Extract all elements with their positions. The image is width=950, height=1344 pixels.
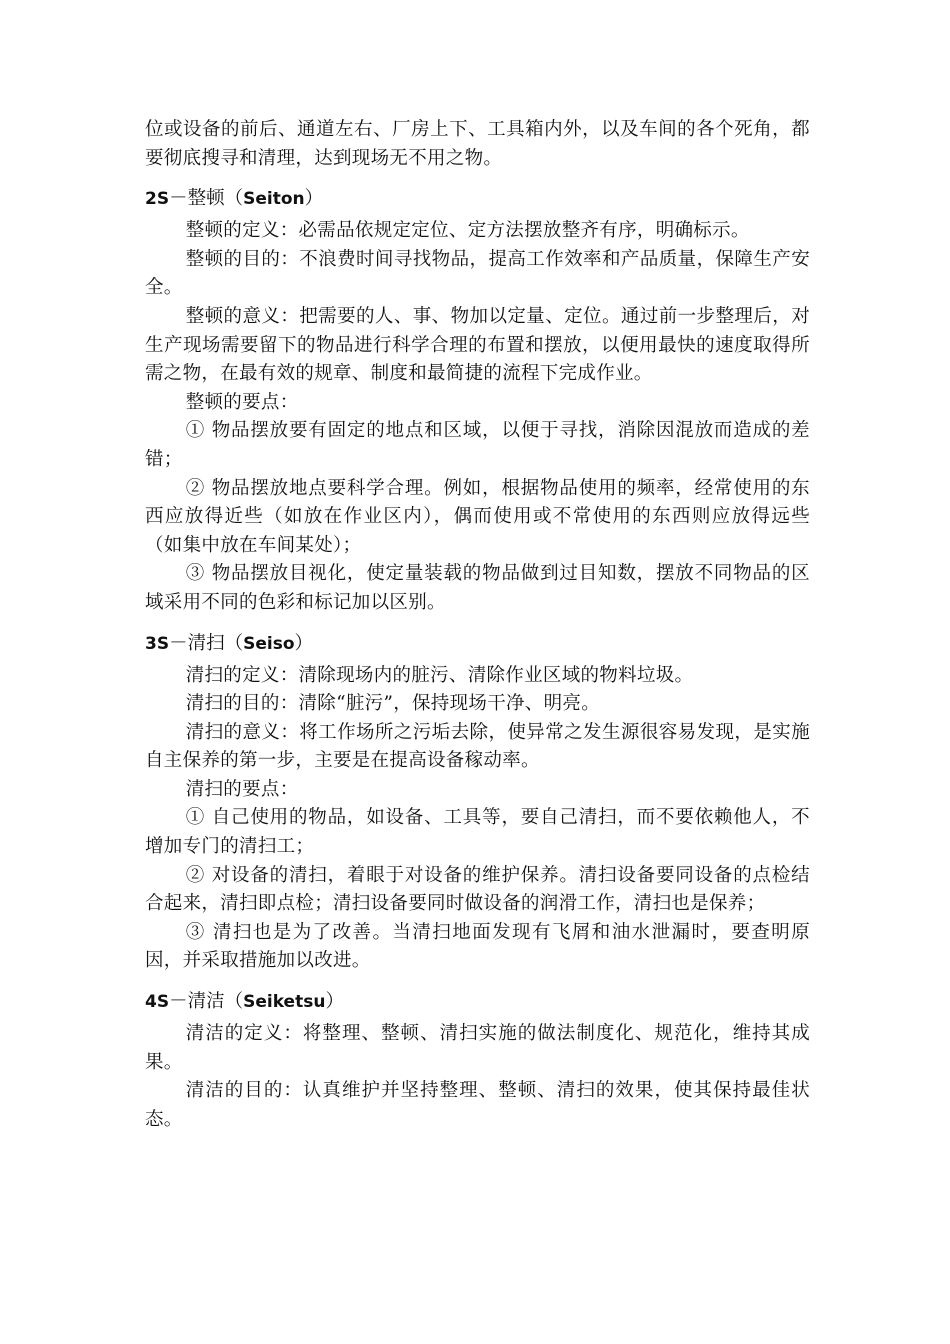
- section-title-en: Seiso: [243, 633, 295, 654]
- section-code: 4S: [145, 992, 170, 1013]
- key-point-item: ② 对设备的清扫，着眼于对设备的维护保养。清扫设备要同设备的点检结合起来，清扫即点检；清扫设备要同时做设备的润滑工作，清扫也是保养；: [145, 864, 810, 915]
- section-title-cn: 清扫（: [187, 632, 244, 654]
- section-title-en: Seiton: [243, 189, 305, 210]
- section-title-close: ）: [304, 188, 324, 210]
- key-point-item: ③ 物品摆放目视化，使定量装载的物品做到过目知数，摆放不同物品的区域采用不同的色彩和标记加以区别。: [145, 563, 810, 613]
- key-points-label: 整顿的要点：: [185, 391, 299, 413]
- key-point-item: ① 物品摆放要有固定的地点和区域，以便于寻找，消除因混放而造成的差错；: [145, 420, 810, 470]
- section-2s: [145, 185, 810, 617]
- purpose-paragraph: 清洁的目的：认真维护并坚持整理、整顿、清扫的效果，使其保持最佳状态。: [145, 1080, 810, 1130]
- section-code: 3S: [145, 633, 170, 654]
- meaning-paragraph: 整顿的意义：把需要的人、事、物加以定量、定位。通过前一步整理后，对生产现场需要留下的物品进行科学合理的布置和摆放，以便用最快的速度取得所需之物，在最有效的规章、制度和最简捷的流程下完成作业。: [145, 305, 810, 385]
- purpose-paragraph: 整顿的目的：不浪费时间寻找物品，提高工作效率和产品质量，保障生产安全。: [145, 248, 810, 299]
- section-title-cn: 整顿（: [187, 188, 244, 210]
- section-heading-2s: [145, 185, 810, 213]
- key-point-item: ① 自己使用的物品，如设备、工具等，要自己清扫，而不要依赖他人，不增加专门的清扫工；: [145, 807, 810, 858]
- purpose-paragraph: 清扫的目的：清除“脏污”，保持现场干净、明亮。: [185, 693, 601, 715]
- section-title-cn: 清洁（: [187, 991, 244, 1013]
- section-title-close: ）: [294, 632, 314, 654]
- intro-paragraph: 位或设备的前后、通道左右、厂房上下、工具箱内外，以及车间的各个死角，都要彻底搜寻和清理，达到现场无不用之物。: [145, 119, 810, 169]
- section-heading-3s: [145, 630, 810, 658]
- section-heading-4s: [145, 988, 810, 1016]
- section-title-close: ）: [325, 991, 344, 1013]
- definition-paragraph: 整顿的定义：必需品依规定定位、定方法摆放整齐有序，明确标示。: [185, 220, 750, 242]
- document-page: [145, 116, 810, 1134]
- definition-paragraph: 清洁的定义：将整理、整顿、清扫实施的做法制度化、规范化，维持其成果。: [145, 1023, 810, 1073]
- section-dash: －: [169, 991, 188, 1013]
- key-point-item: ③ 清扫也是为了改善。当清扫地面发现有飞屑和油水泄漏时，要查明原因，并采取措施加以改进。: [145, 921, 810, 972]
- section-3s: [145, 630, 810, 977]
- section-code: 2S: [145, 189, 170, 210]
- key-point-item: ② 物品摆放地点要科学合理。例如，根据物品使用的频率，经常使用的东西应放得近些（如放在作业区内），偶而使用或不常使用的东西则应放得远些（如集中放在车间某处）；: [145, 477, 810, 556]
- section-4s: [145, 988, 810, 1134]
- section-title-en: Seiketsu: [243, 992, 326, 1013]
- section-dash: －: [169, 188, 188, 210]
- meaning-paragraph: 清扫的意义：将工作场所之污垢去除，使异常之发生源很容易发现，是实施自主保养的第一步，主要是在提高设备稼动率。: [145, 721, 810, 772]
- section-dash: －: [169, 632, 188, 654]
- definition-paragraph: 清扫的定义：清除现场内的脏污、清除作业区域的物料垃圾。: [185, 664, 694, 686]
- key-points-label: 清扫的要点：: [185, 778, 299, 800]
